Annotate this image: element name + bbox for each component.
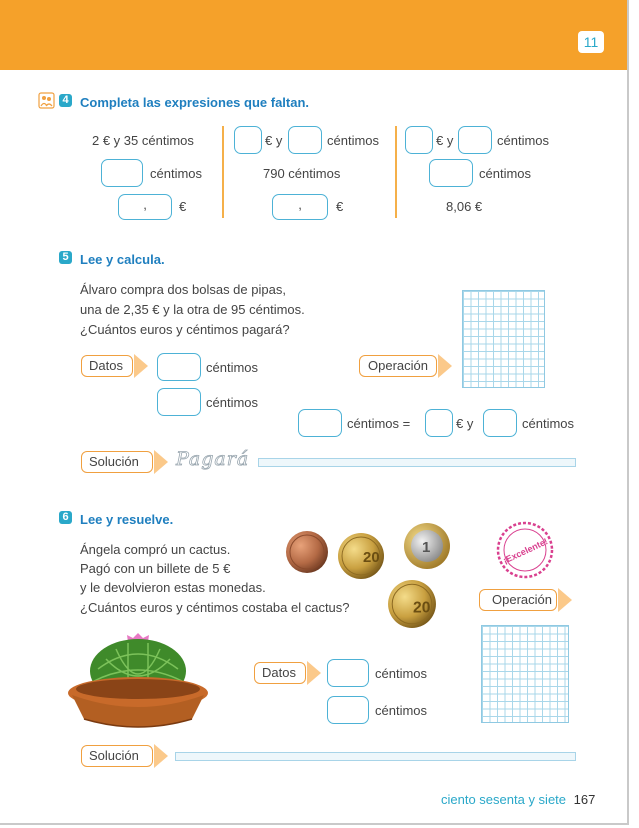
ex5-result-cents2-input[interactable] — [483, 409, 517, 437]
ex6-calculation-grid[interactable] — [481, 625, 569, 723]
excelente-stamp-icon — [495, 520, 555, 580]
ex6-text-line1: Ángela compró un cactus. — [80, 542, 231, 557]
solucion-label: Solución — [89, 748, 139, 763]
ex5-solucion-arrow — [154, 450, 168, 474]
datos-label: Datos — [262, 665, 296, 680]
unit-number-badge: 11 — [578, 31, 604, 53]
ex5-data-input-1[interactable] — [157, 353, 201, 381]
ex6-operacion-tag — [479, 589, 557, 611]
ex5-result-euro-input[interactable] — [425, 409, 453, 437]
ex6-data-input-2[interactable] — [327, 696, 369, 724]
ex6-operacion-arrow — [558, 588, 572, 612]
ex4-col2-cents-label: céntimos — [327, 133, 380, 148]
ex4-col1-euro-input[interactable] — [118, 194, 172, 220]
ex4-col1-euro-sign: € — [179, 199, 187, 214]
coin-20-cents-icon-2 — [387, 579, 437, 629]
ex6-data-cents-2: céntimos — [375, 703, 428, 718]
ex6-text-line2: Pagó con un billete de 5 € — [80, 561, 231, 576]
svg-text:20: 20 — [363, 549, 380, 566]
page-header-band — [0, 0, 627, 70]
ex6-datos-tag — [254, 662, 306, 684]
ex5-result-cents-equals: céntimos = — [347, 416, 411, 431]
svg-text:1: 1 — [422, 539, 431, 556]
ex4-col3-line3: 8,06 € — [446, 199, 483, 214]
ex5-result-cents-input[interactable] — [298, 409, 342, 437]
ex5-text-line2: una de 2,35 € y la otra de 95 céntimos. — [80, 302, 305, 317]
ex6-text-line4: ¿Cuántos euros y céntimos costaba el cactus? — [80, 600, 350, 615]
operacion-label: Operación — [368, 358, 428, 373]
ex4-col2-euro-decimal-input[interactable] — [272, 194, 328, 220]
ex6-solucion-arrow — [154, 744, 168, 768]
ex5-data-cents-1: céntimos — [206, 360, 259, 375]
ex5-solution-starter: Pagará — [176, 448, 250, 470]
ex4-col1-cents-input[interactable] — [101, 159, 143, 187]
ex5-text-line3: ¿Cuántos euros y céntimos pagará? — [80, 322, 290, 337]
page-number: 167 — [573, 792, 596, 807]
column-divider-1 — [222, 126, 224, 218]
exercise-6-title: Lee y resuelve. — [80, 512, 174, 527]
ex4-col2-euro-input[interactable] — [234, 126, 262, 154]
ex4-col2-euro-sign: € — [336, 199, 344, 214]
ex4-col3-cents-input[interactable] — [458, 126, 492, 154]
decimal-comma: , — [298, 197, 302, 212]
ex5-text-line1: Álvaro compra dos bolsas de pipas, — [80, 282, 286, 297]
operacion-label: Operación — [492, 592, 552, 607]
coin-1-euro-icon — [403, 522, 451, 570]
ex4-col1-line1: 2 € y 35 céntimos — [92, 133, 194, 148]
exercise-4-number: 4 — [59, 94, 72, 107]
cactus-pot-icon — [66, 629, 211, 731]
ex4-col3-cents-label-2: céntimos — [479, 166, 532, 181]
exercise-6-number: 6 — [59, 511, 72, 524]
ex5-result-cents-label: céntimos — [522, 416, 575, 431]
ex4-col3-cents-input-2[interactable] — [429, 159, 473, 187]
coin-2-cents-icon — [285, 530, 329, 574]
datos-label: Datos — [89, 358, 123, 373]
ex6-datos-arrow — [307, 661, 321, 685]
coin-20-cents-icon — [337, 532, 385, 580]
stamp-text: ¡Excelente! — [501, 536, 550, 566]
svg-text:20: 20 — [413, 599, 431, 617]
ex5-solucion-tag — [81, 451, 153, 473]
ex5-data-input-2[interactable] — [157, 388, 201, 416]
ex5-data-cents-2: céntimos — [206, 395, 259, 410]
ex6-text-line3: y le devolvieron estas monedas. — [80, 580, 266, 595]
ex5-result-euro-y: € y — [456, 416, 474, 431]
solucion-label: Solución — [89, 454, 139, 469]
pair-work-icon — [38, 92, 55, 109]
ex4-col3-euro-input[interactable] — [405, 126, 433, 154]
ex5-datos-tag — [81, 355, 133, 377]
ex4-col2-cents-input[interactable] — [288, 126, 322, 154]
ex6-solucion-tag — [81, 745, 153, 767]
ex5-calculation-grid[interactable] — [462, 290, 545, 388]
ex4-col2-euro-y: € y — [265, 133, 283, 148]
page-number-words: ciento sesenta y siete — [441, 792, 567, 807]
exercise-5-number: 5 — [59, 251, 72, 264]
ex6-data-cents-1: céntimos — [375, 666, 428, 681]
ex5-datos-arrow — [134, 354, 148, 378]
ex5-solution-line[interactable] — [258, 458, 576, 467]
exercise-4-title: Completa las expresiones que faltan. — [80, 95, 310, 110]
ex5-operacion-tag — [359, 355, 437, 377]
ex5-operacion-arrow — [438, 354, 452, 378]
ex4-col2-line2: 790 céntimos — [263, 166, 341, 181]
decimal-comma: , — [143, 197, 147, 212]
ex4-col1-cents-label: céntimos — [150, 166, 203, 181]
ex6-data-input-1[interactable] — [327, 659, 369, 687]
ex4-col3-euro-y: € y — [436, 133, 454, 148]
exercise-5-title: Lee y calcula. — [80, 252, 165, 267]
column-divider-2 — [395, 126, 397, 218]
ex4-col3-cents-label: céntimos — [497, 133, 550, 148]
ex6-solution-line[interactable] — [175, 752, 576, 761]
page-footer — [441, 792, 595, 807]
